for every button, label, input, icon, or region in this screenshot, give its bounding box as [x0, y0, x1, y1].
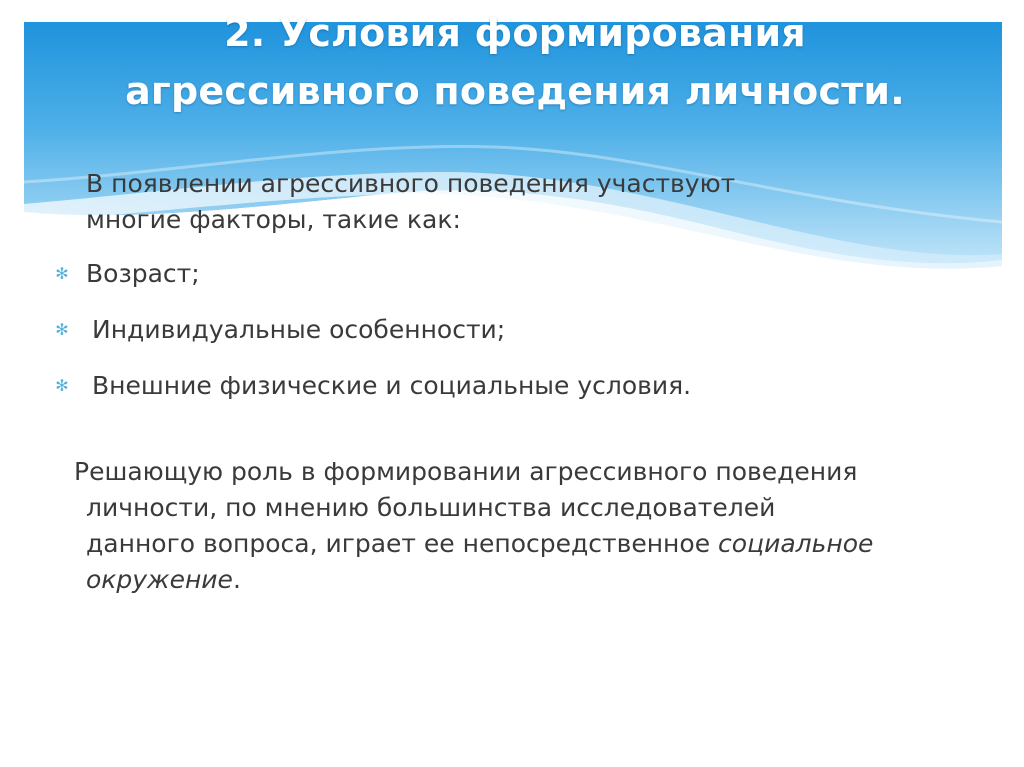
list-item: [52, 256, 952, 312]
asterisk-bullet-icon: ✻: [55, 264, 69, 283]
list-item-text: Возраст;: [86, 259, 200, 288]
list-item-text: Индивидуальные особенности;: [92, 315, 506, 344]
list-item-text: Внешние физические и социальные условия.: [92, 371, 692, 400]
intro-line-1: В появлении агрессивного поведения участвуют: [86, 169, 736, 198]
list-item: [52, 312, 952, 368]
factor-list: [52, 256, 952, 424]
intro-paragraph: [86, 166, 946, 238]
title-line-1: 2. Условия формирования: [224, 11, 806, 55]
conclusion-paragraph: [74, 454, 886, 598]
conclusion-text: Решающую роль в формировании агрессивного поведения личности, по мнению большинства исследователей данного вопроса, играет ее непосредственное: [74, 457, 858, 558]
title-line-2: агрессивного поведения личности.: [125, 69, 905, 113]
list-item: [52, 368, 952, 424]
conclusion-emphasis: социальное окружение: [86, 529, 874, 594]
intro-line-2: многие факторы, такие как:: [86, 205, 461, 234]
asterisk-bullet-icon: ✻: [55, 376, 69, 395]
asterisk-bullet-icon: ✻: [55, 320, 69, 339]
conclusion-end: .: [232, 565, 241, 594]
